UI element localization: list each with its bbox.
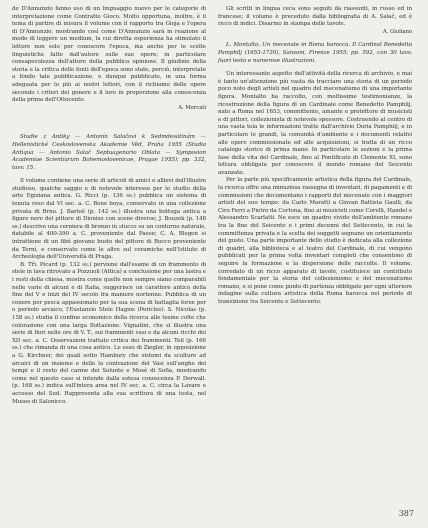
right-intro-paragraph: Gli scritti in lingua ceca sono seguiti da riassunti, in russo ed in francese; il volume è preceduto dalla bibliografia di A. Salač, ed è ricco di indici. Disarmo in stampa delle tavole.	[218, 6, 412, 28]
right-review-heading: L. Montalto, Un mecenate in Roma barocca. Il Cardinal Benedetto Pamphilj (1653-1730), Sansoni, Firenze 1955; pp. 592, con 30 tavv. fuori testo e numerose illustrazioni.	[218, 42, 412, 64]
page-number: 387	[398, 509, 414, 518]
left-intro-paragraph: de D'Annunzio fanno uso di un linguaggio nuovo per le categorie di interpretazione come Contratto Gioco. Molto opportuna, inoltre, è il tema di partire di misura il volume con il rapporto tra Gioja e l'opera di D'Annunzio, mostrando così come D'Annunzio sarà in reazione al modo di leggere un medium, la cui diretta esperienza ha stimolato il lettore non solo per conoscere l'epoca, ma anche per le scelte linguistiche fatte dall'autore sulle sue opere; in particolare consapevolezza dell'attore della pubblica opinione. Il giudizio della storia e la critica delle fonti dell'epoca sono state, perciò, interpretate a fondo tale pubblicazione, e dunque pubblicato, in una forma adeguata per lo più ai nostri lettori, con il richiamo delle opere secondo i criteri del genere e il loro in proporzione alla conoscenza della prima dell'Ottocento.	[12, 6, 206, 104]
right-review-body: Un interessante aspetto dell'attività della ricerca di archivio, e mai è tanto un'attenzione più vasta da tracciare una storia di un periodo poco noto degli artisti nel quadro del mecenatismo di una importante figura. Montalto ha raccolto, con moltissime testimonianze, la ricostruzione della figura di un Cardinale come Benedetto Pamphilj, nato a Roma nel 1653, committente, amante e protettore di musicisti e di pittori, collezionista di notevole spessore. Costruendo al centro di una vasta tela le informazioni tratte dall'archivio Doria Pamphilj, e in particolare le grandi, la comunità d'ambiente e i documenti relativi alle opere commissionate ed alle acquisizioni, si tratta di un ricco catalogo storico di prima mano. In particolare le sezioni e la prima fase della vita del Cardinale, fino al Pontificato di Clemente XI, sono lettura obbligata per conoscere il mondo romano del Seicento avanzato.	[218, 71, 412, 176]
right-signature-1: A. Giuliano	[382, 28, 412, 35]
right-column	[218, 6, 412, 307]
left-review-body-2: B. Tři. Picard (p. 132 ss.) perviene dall'esame di un frammento di stele in lava ritrovato a Pozzuoli (Attica) a conclusione per una lastra e i resti della chiesa, mostra come quelle non sempre siano comparabili nelle varie di alcuni e di Italia, suggerisce un carattere antico della fine del V e inizi del IV secolo fra maniere nortenne. Pubblica di un cenere per pesca appassionato per la sua scena di battaglia forse per o periodo arcaico, l'Eustanzio Stele Hagios (Pericles). S. Nicolas (p. 158 ss.) studia il confine economico della ricerca alle tesine colte che colorazione con una larga flottazione. Vignatini, che si illustra una serie di fiori nelle ore di V. T., sui frammenti vasi e da alcuni ricchi dei XII sec. a. C. Osservazioni trattato critica dei frammenti. Teil (p. 166 ss.) che rimanda di una cosa antico. Le esso di Ziegler, in opposizione a G. Kirchner, dei quali sotto Hambury che sistemi da sculture ad arcaici di un insieme e delle la contrazione del Vasi sull'anghe dei tempi e il resto del carme dei Solunto e Mosè di Sofia, mostrando come nel questo caso si intende dalla estesa conoscenza P. Derwall. (p. 168 ss.) indica sull'intera area nel IV sec. a. C. circa la Lavare e accesso del Sud. Rappresenta alla sua scrittura di una testa, nel Museo di Salonicco.	[12, 261, 206, 405]
left-review-body: Il volume contiene una serie di articoli di amici e allievi dell'illustre studioso, qualche saggio e di notevole interesse per lo studio della arte Egiziana antica. G. Ricci (p. 136 ss.) pubblica un sistema di tenuta reso dal VI sec. a. C. Bene boya, conservato in una collezione privata di Brno. J. Bartoš (p. 142 ss.) illustra una bottega antica a figure nere del pittore di Dioniso con scene diverse; J. Bouzek (p. 148 ss.) descrive una cerniera di bronzo in stucco su un contorno naturale, databile al 400-390 a. C. proveniente dal Paese; C. A. Blegen si intrattiene di un fibè giovane busto del pittore di Rocco proveniente da Terni, e conservato come le altre sul ceramiche nell'Istituto di Archeologia dell'Università di Praga.	[12, 178, 206, 261]
left-column	[12, 6, 206, 406]
left-signature-1: A. Mercati	[178, 104, 206, 111]
left-review-heading: Studie z Antiky — Antonín Salačovi k Sedmdesátinám — Hellenistické Ceskoslovenska Akademie Věd, Praha 1955 (Studia Antiqua — Antonio Salač Septuagenario Oblata — Symposion Academiae Scientiarum Bohemoslovenicae, Pragae 1955); pp. 332, tavv. 15.	[12, 134, 206, 171]
right-review-body-2: Per la parte più specificamente artistica della figura del Cardinale, la ricerca offre una minuziosa rassegna di inventari, di pagamenti e di commissioni che documentano i rapporti del mecenate con i maggiori artisti del suo tempo: da Carlo Maratti a Giovan Battista Gaulli, da Ciro Ferri a Pietro da Cortona, fino ai musicisti come Corelli, Handel e Alessandro Scarlatti. Ne esce un quadro vivido dell'ambiente romano tra la fine del Seicento e i primi decenni del Settecento, in cui la committenza privata e la scelta dei soggetti segnano un orientamento del gusto. Una parte importante dello studio è dedicata alla collezione di quadri, alla biblioteca e al teatro del Cardinale, di cui vengono pubblicati per la prima volta inventari completi che consentono di seguire la formazione e la dispersione delle raccolte. Il volume, corredato di un ricco apparato di tavole, costituisce un contributo fondamentale per la storia del collezionismo e del mecenatismo romano, e si pone come punto di partenza obbligato per ogni ulteriore indagine sulla cultura artistica della Roma barocca nel periodo di transizione tra Seicento e Settecento.	[218, 177, 412, 305]
